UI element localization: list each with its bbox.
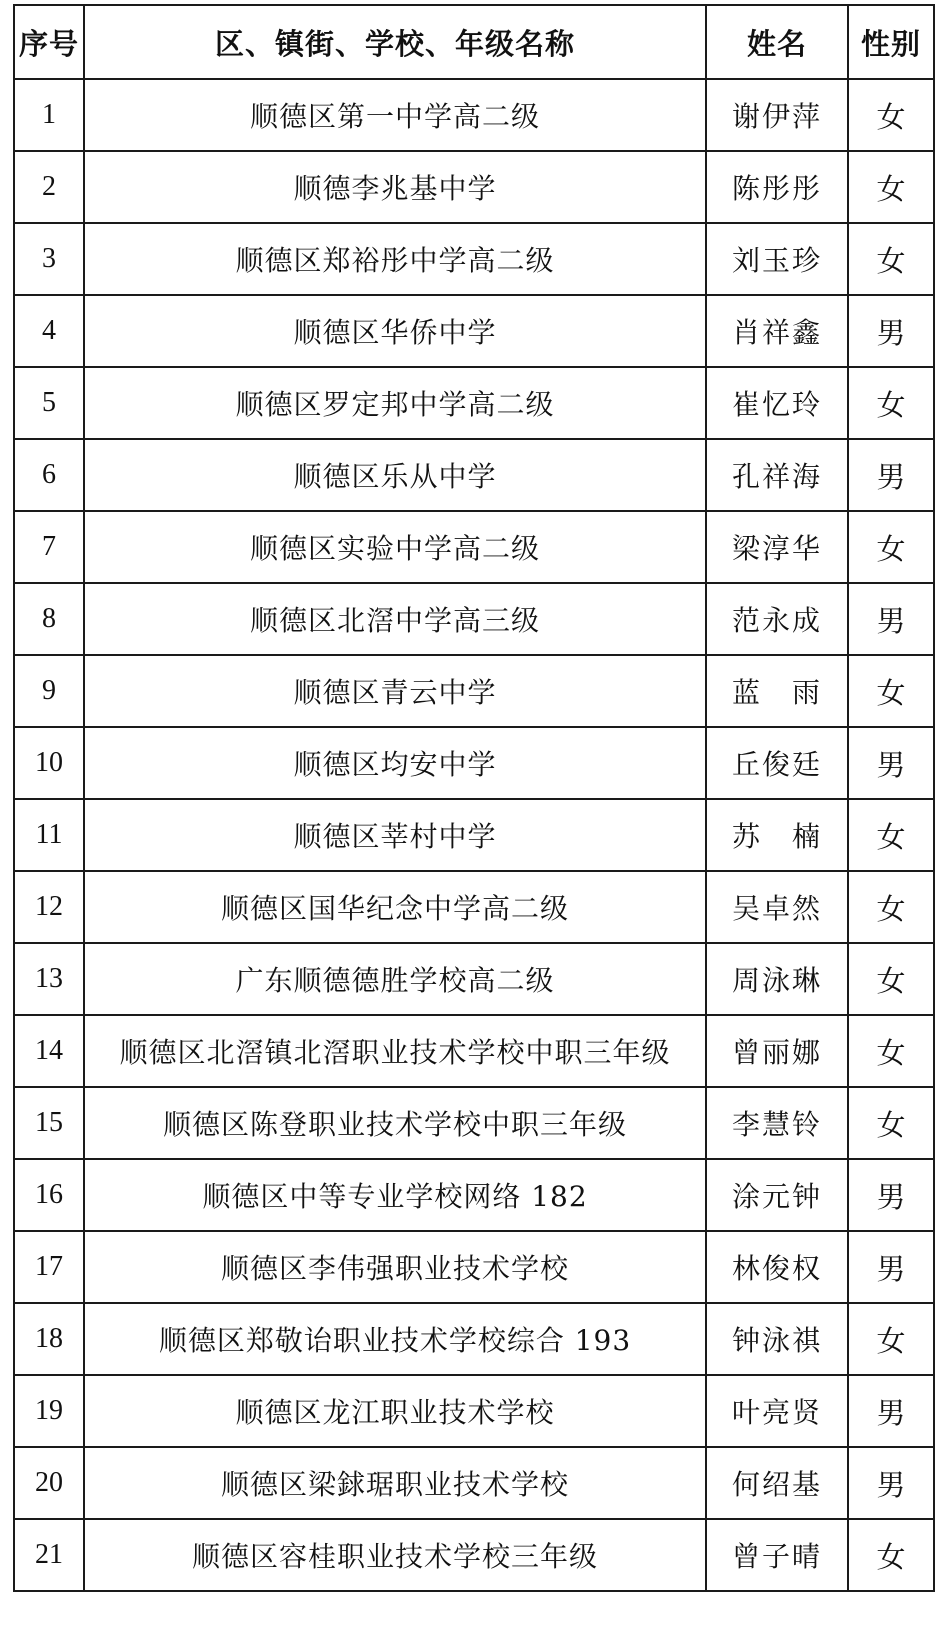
row-name: 范永成 <box>706 583 848 655</box>
row-name: 陈彤彤 <box>706 151 848 223</box>
row-gender: 男 <box>848 583 934 655</box>
row-name: 周泳琳 <box>706 943 848 1015</box>
header-name: 姓名 <box>706 5 848 79</box>
row-index: 8 <box>14 583 84 655</box>
row-index: 14 <box>14 1015 84 1087</box>
row-gender: 女 <box>848 871 934 943</box>
table-row <box>14 871 934 943</box>
table-row <box>14 223 934 295</box>
row-school: 顺德区罗定邦中学高二级 <box>84 367 706 439</box>
row-school: 顺德区国华纪念中学高二级 <box>84 871 706 943</box>
row-index: 7 <box>14 511 84 583</box>
row-name: 涂元钟 <box>706 1159 848 1231</box>
row-index: 1 <box>14 79 84 151</box>
table-row <box>14 439 934 511</box>
row-gender: 女 <box>848 79 934 151</box>
row-name: 崔忆玲 <box>706 367 848 439</box>
row-school: 顺德区均安中学 <box>84 727 706 799</box>
row-school: 顺德区华侨中学 <box>84 295 706 367</box>
row-name: 何绍基 <box>706 1447 848 1519</box>
row-gender: 女 <box>848 799 934 871</box>
row-index: 2 <box>14 151 84 223</box>
row-gender: 男 <box>848 1159 934 1231</box>
row-index: 4 <box>14 295 84 367</box>
row-name: 梁淳华 <box>706 511 848 583</box>
student-roster-table <box>13 4 935 1592</box>
row-index: 10 <box>14 727 84 799</box>
row-gender: 男 <box>848 295 934 367</box>
row-name: 丘俊廷 <box>706 727 848 799</box>
row-index: 6 <box>14 439 84 511</box>
row-gender: 男 <box>848 439 934 511</box>
table-row <box>14 1519 934 1591</box>
row-school: 顺德区龙江职业技术学校 <box>84 1375 706 1447</box>
row-index: 12 <box>14 871 84 943</box>
row-gender: 女 <box>848 151 934 223</box>
row-school: 顺德区乐从中学 <box>84 439 706 511</box>
table-row <box>14 943 934 1015</box>
table-row <box>14 1087 934 1159</box>
table-row <box>14 79 934 151</box>
row-school: 顺德区容桂职业技术学校三年级 <box>84 1519 706 1591</box>
row-gender: 女 <box>848 943 934 1015</box>
row-school: 顺德区郑裕彤中学高二级 <box>84 223 706 295</box>
header-row <box>14 5 934 79</box>
table-row <box>14 655 934 727</box>
row-gender: 男 <box>848 1231 934 1303</box>
row-gender: 男 <box>848 727 934 799</box>
row-name: 吴卓然 <box>706 871 848 943</box>
row-school: 顺德区第一中学高二级 <box>84 79 706 151</box>
row-gender: 女 <box>848 223 934 295</box>
row-school: 顺德区梁銶琚职业技术学校 <box>84 1447 706 1519</box>
header-school: 区、镇街、学校、年级名称 <box>84 5 706 79</box>
row-index: 21 <box>14 1519 84 1591</box>
row-name: 曾丽娜 <box>706 1015 848 1087</box>
row-school: 顺德区郑敬诒职业技术学校综合 193 <box>84 1303 706 1375</box>
row-name: 钟泳祺 <box>706 1303 848 1375</box>
table-row <box>14 1375 934 1447</box>
table-row <box>14 583 934 655</box>
row-gender: 女 <box>848 1303 934 1375</box>
row-school: 顺德区陈登职业技术学校中职三年级 <box>84 1087 706 1159</box>
table-row <box>14 727 934 799</box>
table-row <box>14 1015 934 1087</box>
row-gender: 女 <box>848 1015 934 1087</box>
row-school: 顺德区青云中学 <box>84 655 706 727</box>
row-school: 顺德区李伟强职业技术学校 <box>84 1231 706 1303</box>
row-name: 林俊权 <box>706 1231 848 1303</box>
table-row <box>14 799 934 871</box>
row-name: 苏 楠 <box>706 799 848 871</box>
table-row <box>14 1231 934 1303</box>
row-name: 肖祥鑫 <box>706 295 848 367</box>
row-index: 13 <box>14 943 84 1015</box>
row-gender: 女 <box>848 367 934 439</box>
row-index: 15 <box>14 1087 84 1159</box>
row-gender: 男 <box>848 1375 934 1447</box>
row-gender: 女 <box>848 655 934 727</box>
table-row <box>14 511 934 583</box>
header-gender: 性别 <box>848 5 934 79</box>
row-index: 17 <box>14 1231 84 1303</box>
row-school: 顺德区北滘中学高三级 <box>84 583 706 655</box>
row-gender: 男 <box>848 1447 934 1519</box>
header-index: 序号 <box>14 5 84 79</box>
row-index: 18 <box>14 1303 84 1375</box>
row-school: 顺德李兆基中学 <box>84 151 706 223</box>
row-gender: 女 <box>848 511 934 583</box>
row-index: 5 <box>14 367 84 439</box>
row-index: 9 <box>14 655 84 727</box>
row-index: 19 <box>14 1375 84 1447</box>
row-name: 叶亮贤 <box>706 1375 848 1447</box>
table-row <box>14 295 934 367</box>
row-name: 刘玉珍 <box>706 223 848 295</box>
row-name: 李慧铃 <box>706 1087 848 1159</box>
row-gender: 女 <box>848 1519 934 1591</box>
row-name: 孔祥海 <box>706 439 848 511</box>
row-name: 曾子晴 <box>706 1519 848 1591</box>
table-row <box>14 151 934 223</box>
table-row <box>14 367 934 439</box>
table-row <box>14 1303 934 1375</box>
table-header <box>14 5 934 79</box>
row-school: 顺德区北滘镇北滘职业技术学校中职三年级 <box>84 1015 706 1087</box>
row-index: 3 <box>14 223 84 295</box>
table-row <box>14 1159 934 1231</box>
row-name: 蓝 雨 <box>706 655 848 727</box>
row-school: 顺德区中等专业学校网络 182 <box>84 1159 706 1231</box>
row-school: 顺德区莘村中学 <box>84 799 706 871</box>
row-index: 16 <box>14 1159 84 1231</box>
row-gender: 女 <box>848 1087 934 1159</box>
row-school: 顺德区实验中学高二级 <box>84 511 706 583</box>
table-body <box>14 79 934 1591</box>
table-row <box>14 1447 934 1519</box>
row-index: 11 <box>14 799 84 871</box>
row-school: 广东顺德德胜学校高二级 <box>84 943 706 1015</box>
row-name: 谢伊萍 <box>706 79 848 151</box>
row-index: 20 <box>14 1447 84 1519</box>
